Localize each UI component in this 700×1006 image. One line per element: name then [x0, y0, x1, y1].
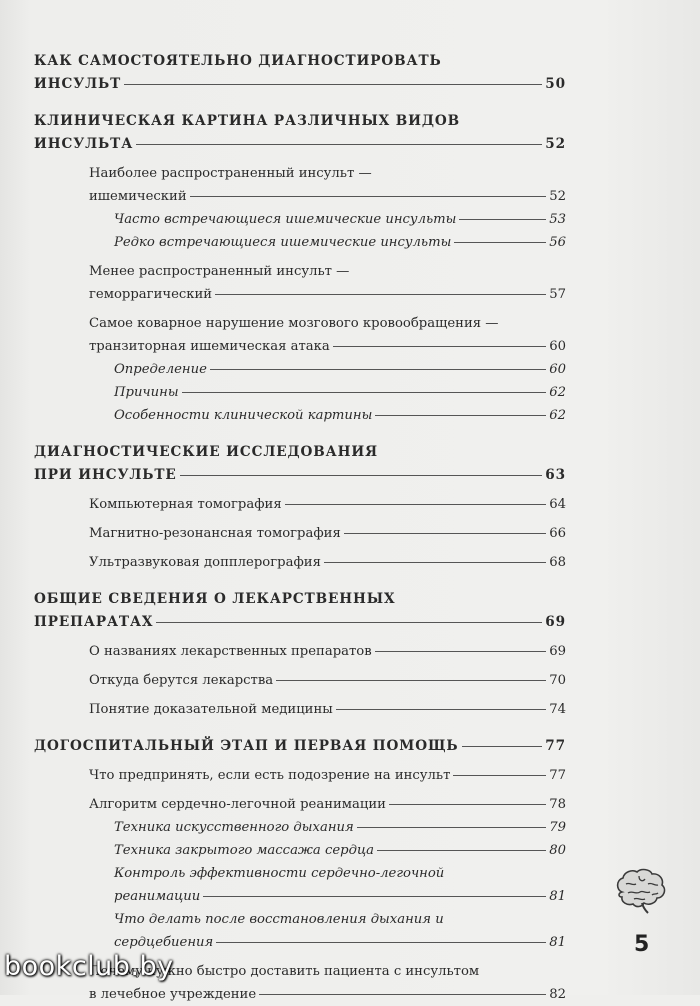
toc-entry-text: геморрагический	[89, 287, 213, 302]
toc-entry-line	[89, 312, 566, 335]
dot-leader	[375, 415, 546, 416]
toc-entry-text: Определение	[114, 362, 207, 377]
toc-subsubsection-entry[interactable]	[114, 839, 566, 862]
dot-leader	[210, 369, 546, 370]
dot-leader	[459, 219, 546, 220]
toc-entry-text: ПРИ ИНСУЛЬТЕ	[34, 467, 177, 483]
toc-page-number: 62	[549, 385, 566, 400]
toc-section-entry[interactable]	[34, 50, 566, 96]
toc-entry-line	[34, 735, 566, 758]
toc-entry-text: Компьютерная томография	[89, 497, 282, 512]
toc-subsubsection-entry[interactable]	[114, 208, 566, 231]
toc-page-number: 60	[549, 362, 566, 377]
toc-entry-line	[89, 162, 566, 185]
toc-entry-line	[114, 231, 566, 254]
toc-subsection-entry[interactable]	[89, 551, 566, 574]
dot-leader	[276, 680, 546, 681]
toc-entry-text: Ультразвуковая допплерография	[89, 555, 321, 570]
toc-subsubsection-entry[interactable]	[114, 381, 566, 404]
dot-leader	[190, 196, 547, 197]
dot-leader	[156, 622, 542, 623]
toc-page-number: 78	[549, 797, 566, 812]
toc-entry-line	[114, 908, 566, 931]
toc-subsection-entry[interactable]	[89, 698, 566, 721]
toc-page-number: 66	[549, 526, 566, 541]
toc-entry-text: реанимации	[114, 889, 201, 904]
toc-page-number: 50	[545, 76, 566, 92]
toc-entry-line	[34, 73, 566, 96]
toc-entry-line	[89, 640, 566, 663]
dot-leader	[336, 709, 546, 710]
toc-entry-text: Что делать после восстановления дыхания и	[114, 912, 444, 927]
brain-icon	[612, 866, 668, 916]
dot-leader	[454, 242, 546, 243]
toc-subsection-entry[interactable]	[89, 522, 566, 545]
toc-entry-line	[89, 793, 566, 816]
toc-entry-line	[89, 551, 566, 574]
toc-entry-text: Техника искусственного дыхания	[114, 820, 354, 835]
dot-leader	[182, 392, 547, 393]
toc-subsubsection-entry[interactable]	[114, 231, 566, 254]
toc-section-entry[interactable]	[34, 735, 566, 758]
toc-entry-text: ПРЕПАРАТАХ	[34, 614, 154, 630]
dot-leader	[453, 775, 546, 776]
toc-entry-text: Техника закрытого массажа сердца	[114, 843, 375, 858]
toc-entry-line	[114, 862, 566, 885]
toc-entry-line	[89, 260, 566, 283]
toc-page-number: 63	[545, 467, 566, 483]
toc-entry-line	[34, 441, 566, 464]
toc-entry-text: Почему нужно быстро доставить пациента с инсультом	[89, 964, 480, 979]
toc-entry-text: Магнитно-резонансная томография	[89, 526, 341, 541]
dot-leader	[324, 562, 546, 563]
toc-entry-text: Редко встречающиеся ишемические инсульты	[114, 235, 452, 250]
dot-leader	[389, 804, 546, 805]
dot-leader	[203, 896, 546, 897]
toc-entry-text: Наиболее распространенный инсульт —	[89, 166, 372, 181]
toc-entry-line	[114, 931, 566, 954]
toc-entry-text: Понятие доказательной медицины	[89, 702, 333, 717]
toc-page-number: 80	[549, 843, 566, 858]
toc-subsubsection-entry[interactable]	[114, 404, 566, 427]
toc-subsection-entry[interactable]	[89, 312, 566, 358]
dot-leader	[216, 942, 546, 943]
toc-entry-text: КЛИНИЧЕСКАЯ КАРТИНА РАЗЛИЧНЫХ ВИДОВ	[34, 113, 461, 129]
toc-entry-line	[34, 588, 566, 611]
toc-entry-text: ишемический	[89, 189, 187, 204]
toc-page-number: 60	[549, 339, 566, 354]
toc-entry-line	[114, 358, 566, 381]
toc-entry-line	[34, 611, 566, 634]
toc-entry-text: Контроль эффективности сердечно-легочной	[114, 866, 445, 881]
toc-entry-line	[114, 816, 566, 839]
toc-page-number: 77	[549, 768, 566, 783]
toc-entry-line	[114, 381, 566, 404]
toc-page-number: 62	[549, 408, 566, 423]
toc-entry-text: ИНСУЛЬТА	[34, 136, 134, 152]
toc-subsubsection-entry[interactable]	[114, 862, 566, 908]
toc-entry-line	[114, 839, 566, 862]
toc-entry-text: транзиторная ишемическая атака	[89, 339, 330, 354]
toc-page-number: 53	[549, 212, 566, 227]
dot-leader	[375, 651, 547, 652]
toc-entry-text: Часто встречающиеся ишемические инсульты	[114, 212, 457, 227]
toc-entry-line	[89, 185, 566, 208]
toc-entry-text: ОБЩИЕ СВЕДЕНИЯ О ЛЕКАРСТВЕННЫХ	[34, 591, 396, 607]
toc-subsection-entry[interactable]	[89, 669, 566, 692]
toc-page-number: 82	[549, 987, 566, 1002]
dot-leader	[333, 346, 546, 347]
toc-entry-line	[89, 493, 566, 516]
toc-entry-text: Алгоритм сердечно-легочной реанимации	[89, 797, 386, 812]
dot-leader	[215, 294, 546, 295]
toc-subsection-entry[interactable]	[89, 162, 566, 208]
toc-entry-line	[34, 110, 566, 133]
toc-entry-text: Особенности клинической картины	[114, 408, 373, 423]
watermark: bookclub.by	[4, 951, 174, 982]
toc-entry-line	[34, 464, 566, 487]
toc-entry-text: Откуда берутся лекарства	[89, 673, 274, 688]
toc-entry-text: Что предпринять, если есть подозрение на инсульт	[89, 768, 451, 783]
toc-entry-line	[89, 335, 566, 358]
dot-leader	[136, 144, 542, 145]
toc-entry-text: ДОГОСПИТАЛЬНЫЙ ЭТАП И ПЕРВАЯ ПОМОЩЬ	[34, 738, 459, 754]
toc-page-number: 68	[549, 555, 566, 570]
toc-subsection-entry[interactable]	[89, 493, 566, 516]
toc-entry-text: ИНСУЛЬТ	[34, 76, 122, 92]
toc-entry-line	[89, 283, 566, 306]
toc-subsection-entry[interactable]	[89, 640, 566, 663]
toc-entry-line	[34, 50, 566, 73]
toc-page-number: 52	[545, 136, 566, 152]
toc-entry-text: Менее распространенный инсульт —	[89, 264, 350, 279]
toc-entry-line	[89, 764, 566, 787]
page-number: 5	[634, 932, 650, 957]
toc-page-number: 57	[549, 287, 566, 302]
toc-entry-line	[89, 698, 566, 721]
toc-entry-text: О названиях лекарственных препаратов	[89, 644, 372, 659]
table-of-contents	[34, 50, 566, 1006]
toc-subsubsection-entry[interactable]	[114, 358, 566, 381]
dot-leader	[377, 850, 546, 851]
toc-entry-text: ДИАГНОСТИЧЕСКИЕ ИССЛЕДОВАНИЯ	[34, 444, 378, 460]
toc-entry-line	[114, 885, 566, 908]
toc-subsection-entry[interactable]	[89, 764, 566, 787]
dot-leader	[285, 504, 547, 505]
toc-entry-line	[34, 133, 566, 156]
toc-entry-line	[114, 404, 566, 427]
toc-entry-text: Самое коварное нарушение мозгового кровообращения —	[89, 316, 499, 331]
toc-entry-line	[89, 669, 566, 692]
toc-subsubsection-entry[interactable]	[114, 908, 566, 954]
toc-subsection-entry[interactable]	[89, 793, 566, 816]
toc-page-number: 70	[549, 673, 566, 688]
toc-entry-text: КАК САМОСТОЯТЕЛЬНО ДИАГНОСТИРОВАТЬ	[34, 53, 442, 69]
toc-section-entry[interactable]	[34, 441, 566, 487]
toc-section-entry[interactable]	[34, 588, 566, 634]
toc-page-number: 69	[545, 614, 566, 630]
toc-entry-line	[114, 208, 566, 231]
dot-leader	[462, 746, 543, 747]
toc-page-number: 81	[549, 889, 566, 904]
toc-page-number: 64	[549, 497, 566, 512]
toc-page-number: 69	[549, 644, 566, 659]
toc-page-number: 74	[549, 702, 566, 717]
toc-entry-text: сердцебиения	[114, 935, 214, 950]
toc-entry-text: в лечебное учреждение	[89, 987, 257, 1002]
toc-section-entry[interactable]	[34, 110, 566, 156]
dot-leader	[124, 84, 542, 85]
toc-entry-text: Причины	[114, 385, 179, 400]
toc-entry-line	[89, 522, 566, 545]
toc-subsection-entry[interactable]	[89, 260, 566, 306]
dot-leader	[344, 533, 546, 534]
toc-page-number: 81	[549, 935, 566, 950]
toc-page-number: 52	[549, 189, 566, 204]
toc-page-number: 77	[545, 738, 566, 754]
toc-page-number: 79	[549, 820, 566, 835]
dot-leader	[180, 475, 543, 476]
dot-leader	[357, 827, 546, 828]
toc-subsubsection-entry[interactable]	[114, 816, 566, 839]
toc-page-number: 56	[549, 235, 566, 250]
